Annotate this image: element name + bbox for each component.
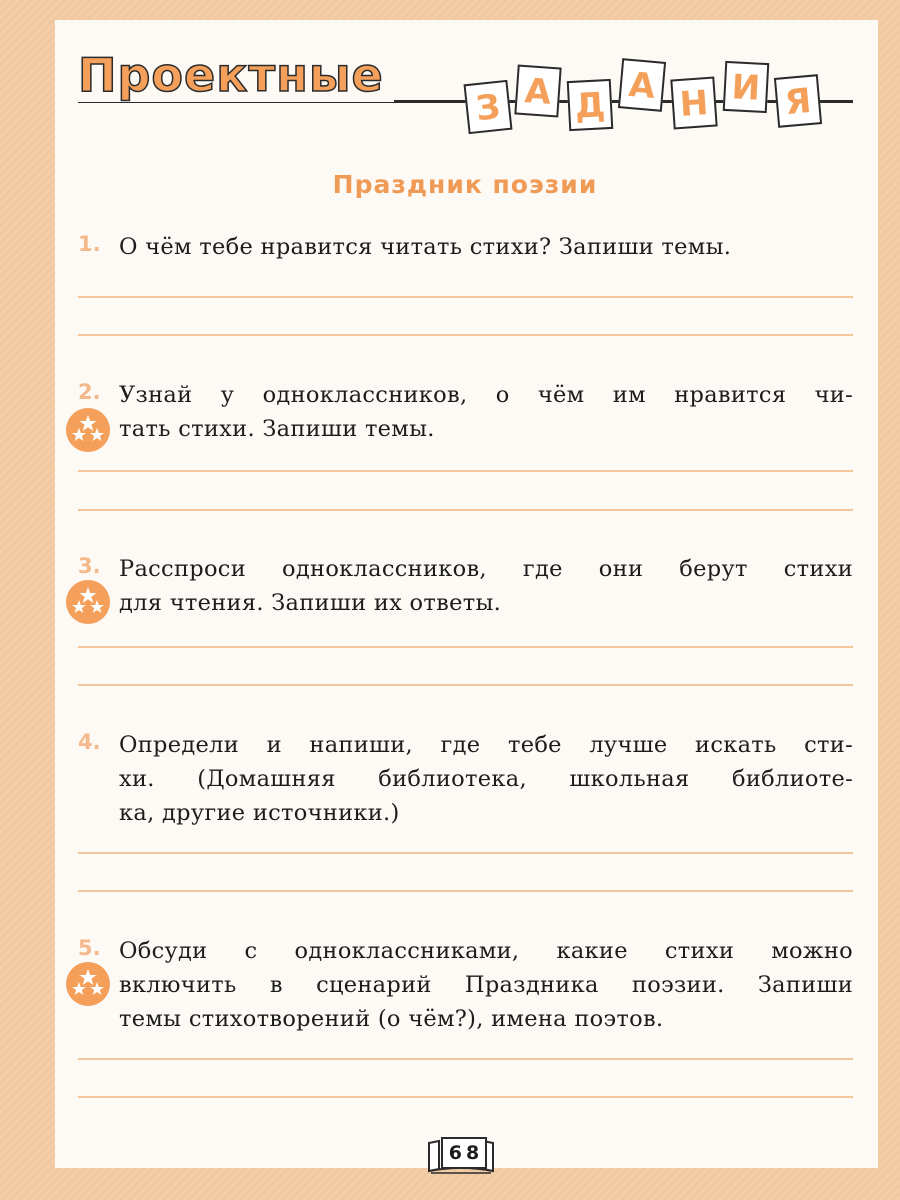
task-text <box>119 934 853 968</box>
answer-line[interactable] <box>78 684 853 686</box>
header-title-word: Проектные <box>78 48 394 102</box>
header-tile: Я <box>774 74 822 128</box>
task-text <box>119 586 853 620</box>
header-tile: И <box>723 61 770 113</box>
stars-icon <box>66 408 110 452</box>
task-text-line: для чтения. Запиши их ответы. <box>119 590 502 616</box>
task-text <box>119 552 853 586</box>
task-number: 5. <box>78 936 101 960</box>
task-text-line: темы стихотворений (о чём?), имена поэтов. <box>119 1006 664 1032</box>
header-tile: З <box>464 80 513 134</box>
task-text <box>119 1002 853 1036</box>
task-text-line: О чём тебе нравится читать стихи? Запиши темы. <box>119 234 732 260</box>
task-text <box>119 968 853 1002</box>
page-number <box>425 1133 497 1175</box>
section-header <box>78 48 858 138</box>
answer-line[interactable] <box>78 1096 853 1098</box>
answer-line[interactable] <box>78 852 853 854</box>
task-text <box>119 412 853 446</box>
answer-line[interactable] <box>78 646 853 648</box>
task-text-line: Расспроси одноклассников, где они берут стихи <box>119 556 853 582</box>
answer-line[interactable] <box>78 334 853 336</box>
page-number-digits <box>441 1137 487 1169</box>
task-number: 3. <box>78 554 101 578</box>
header-tile: Д <box>567 79 614 131</box>
header-tile: А <box>514 65 561 118</box>
answer-line[interactable] <box>78 296 853 298</box>
page-digit: 6 <box>448 1142 462 1164</box>
task-text <box>119 728 853 762</box>
answer-line[interactable] <box>78 1058 853 1060</box>
page-digit: 8 <box>466 1142 480 1164</box>
task-number: 1. <box>78 232 101 256</box>
task-text-line: тать стихи. Запиши темы. <box>119 416 435 442</box>
header-tile: Н <box>670 77 717 130</box>
header-title-tiles <box>466 56 856 136</box>
page-subtitle: Праздник поэзии <box>332 170 598 199</box>
task-text-line: ка, другие источники.) <box>119 800 400 826</box>
task-text <box>119 230 853 264</box>
task-text <box>119 796 853 830</box>
task-number: 2. <box>78 380 101 404</box>
answer-line[interactable] <box>78 470 853 472</box>
answer-line[interactable] <box>78 509 853 511</box>
task-text-line: включить в сценарий Праздника поэзии. Запиши <box>119 972 853 998</box>
task-text-line: Обсуди с одноклассниками, какие стихи можно <box>119 938 853 964</box>
task-text-line: Узнай у одноклассников, о чём им нравится чи- <box>119 382 853 408</box>
task-number: 4. <box>78 730 101 754</box>
stars-icon <box>66 962 110 1006</box>
task-text <box>119 378 853 412</box>
answer-line[interactable] <box>78 890 853 892</box>
header-tile: А <box>618 58 666 112</box>
task-text-line: хи. (Домашняя библиотека, школьная библиоте- <box>119 766 853 792</box>
task-text-line: Определи и напиши, где тебе лучше искать сти- <box>119 732 853 758</box>
stars-icon <box>66 580 110 624</box>
task-text <box>119 762 853 796</box>
